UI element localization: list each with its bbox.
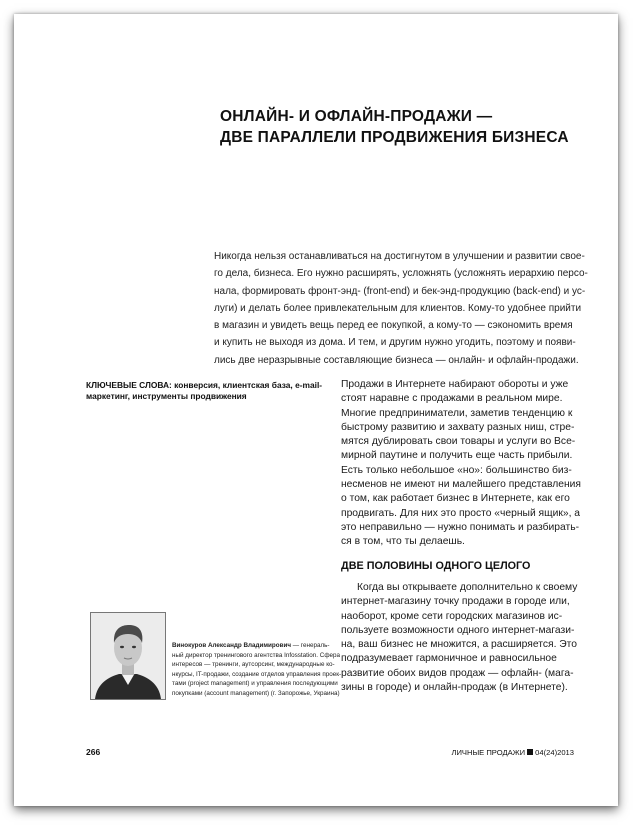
author-bio-line: нкурсы, IT-продажи, создание отделов управления проек- <box>172 670 342 678</box>
body-line: Когда вы открываете дополнительно к своему <box>357 582 578 593</box>
body-line: о том, как работает бизнес в Интернете, как его <box>341 493 570 505</box>
article-lead <box>214 248 594 369</box>
keywords-line <box>86 380 332 391</box>
title-line: ДВЕ ПАРАЛЛЕЛИ ПРОДВИЖЕНИЯ БИЗНЕСА <box>220 129 569 146</box>
section-subheading: ДВЕ ПОЛОВИНЫ ОДНОГО ЦЕЛОГО <box>341 560 531 572</box>
body-line: Продажи в Интернете набирают обороты и уже <box>341 379 569 390</box>
body-column-intro <box>341 378 591 550</box>
author-bio-line: покупками (account management) (г. Запорожье, Украина) <box>172 689 340 697</box>
issue-number: 04(24)2013 <box>535 748 574 757</box>
author-photo <box>90 612 166 700</box>
body-line: это неправильно — нужно понимать и разбирать- <box>341 521 579 533</box>
magazine-page <box>14 14 618 806</box>
keywords-text: конверсия, клиентская база, e-mail- <box>171 380 323 390</box>
lead-line: го дела, бизнеса. Его нужно расширять, усложнять (усложнять иерархию персо- <box>214 268 588 280</box>
body-line: наоборот, кроме сети городских магазинов ис- <box>341 610 563 622</box>
body-line: на, ваш бизнес не множится, а расширяется. Это <box>341 639 578 651</box>
keywords-text: маркетинг, инструменты продвижения <box>86 391 247 401</box>
author-bio-text: — генераль- <box>291 642 330 649</box>
body-line: Есть только небольшое «но»: большинство биз- <box>341 464 572 476</box>
body-line: интернет-магазину точку продажи в городе или, <box>341 596 570 608</box>
author-bio-line: ный директор тренингового агентства Infosstation. Сфера <box>172 651 341 659</box>
body-line: ся в том, что ты делаешь. <box>341 536 465 548</box>
author-bio-line: интересов — тренинги, аутсорсинг, международные ко- <box>172 661 335 669</box>
keywords-block <box>86 380 332 402</box>
body-line: зины в городе) и онлайн-продаж (в Интернете). <box>341 682 568 694</box>
body-line: Многие предприниматели, заметив тенденцию к <box>341 407 573 419</box>
author-bio <box>172 641 342 699</box>
body-line: несменов не имеют ни малейшего представления <box>341 479 581 491</box>
lead-line: луги) и делать более привлекательным для клиентов. Кому-то удобнее прийти <box>214 302 582 314</box>
square-bullet-icon <box>527 749 533 755</box>
lead-line: в магазин и увидеть вещь перед ее покупкой, а кому-то — сэкономить время <box>214 320 573 332</box>
body-column-section <box>341 581 591 695</box>
lead-line: и купить не выходя из дома. И тем, и другим нужно угодить, поэтому и появи- <box>214 337 576 349</box>
title-line: ОНЛАЙН- И ОФЛАЙН-ПРОДАЖИ — <box>220 108 493 125</box>
body-line: мятся дублировать свои товары и услуги во Все- <box>341 436 576 448</box>
article-title <box>220 106 600 148</box>
author-bio-line: тами (project management) и управления последующими <box>172 680 338 688</box>
body-line: подразумевает гармоничное и равносильное <box>341 653 557 665</box>
lead-line: Никогда нельзя останавливаться на достигнутом в улучшении и развитии свое- <box>214 251 585 262</box>
running-footer <box>451 748 574 757</box>
lead-line: лись две неразрывные составляющие бизнеса — онлайн- и офлайн-продажи. <box>214 354 579 366</box>
body-line: продвигать. Для них это просто «черный ящик», а <box>341 507 581 519</box>
body-line: быстрому развитию и захвату разных ниш, стре- <box>341 421 575 433</box>
body-line: развитие обоих видов продаж — офлайн- (мага- <box>341 667 574 679</box>
body-line: пользуете возможности одного интернет-магази- <box>341 624 575 636</box>
keywords-label: КЛЮЧЕВЫЕ СЛОВА: <box>86 380 172 390</box>
body-line: стоят наравне с продажами в реальном мире. <box>341 393 563 405</box>
author-portrait-icon <box>91 613 165 699</box>
page-number: 266 <box>86 747 101 757</box>
magazine-name: ЛИЧНЫЕ ПРОДАЖИ <box>451 748 526 757</box>
lead-line: нала, формировать фронт-энд- (front-end) и бек-энд-продукцию (back-end) и ус- <box>214 285 586 297</box>
author-bio-line <box>172 641 334 651</box>
keywords-line <box>86 391 332 402</box>
body-line: мирной паутине и получить еще часть прибыли. <box>341 450 573 462</box>
author-name: Винокуров Александр Владимирович <box>172 642 292 649</box>
